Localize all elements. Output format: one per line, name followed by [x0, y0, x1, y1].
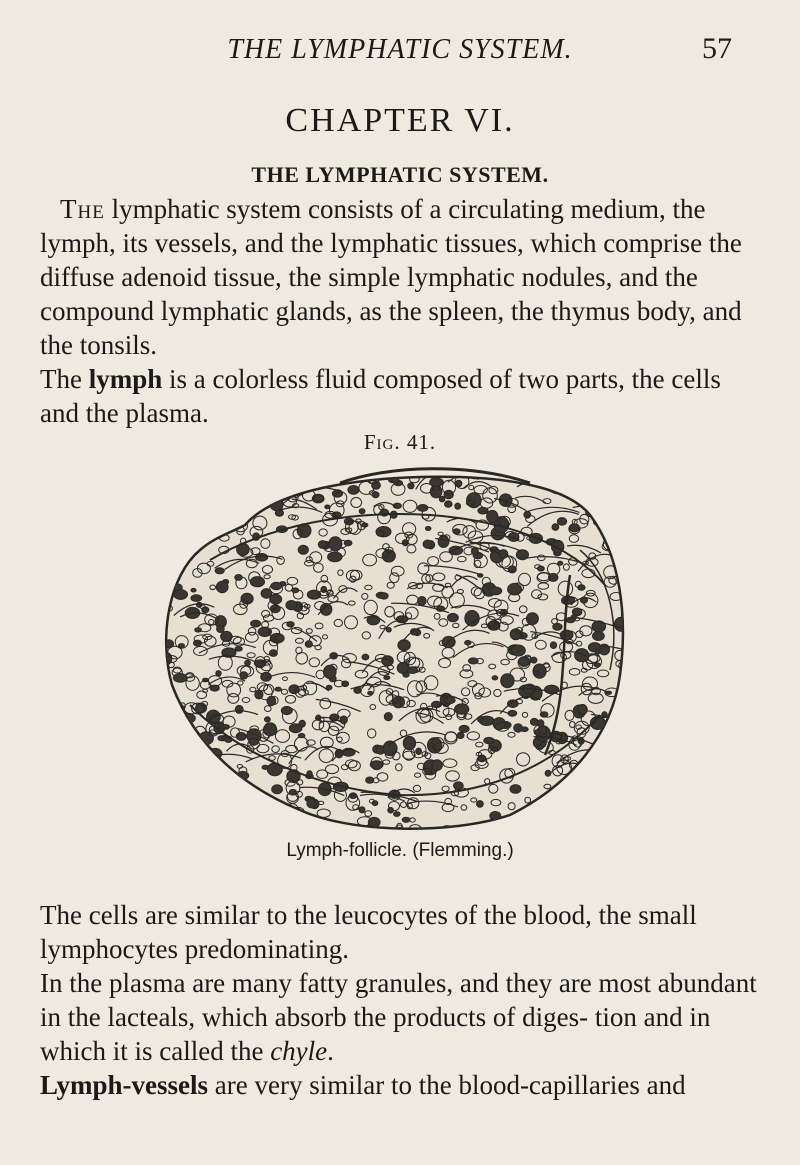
- page-number: 57: [702, 32, 732, 65]
- lymph-follicle-illustration: [150, 455, 640, 835]
- paragraph-lymph-text: is a colorless fluid composed of two parts, the cells and the plasma.: [40, 364, 721, 428]
- figure-label: Fig. 41.: [363, 430, 437, 454]
- paragraph-plasma-end: .: [327, 1036, 334, 1066]
- term-lymph: lymph: [88, 364, 163, 394]
- paragraph-lead-word: The: [60, 194, 105, 224]
- follicle-engraving: [150, 455, 640, 835]
- paragraph-intro-text: lymphatic system consists of a circulating medium, the lymph, its vessels, and the lymphatic tissues, which comprise the diffuse adenoid tissue, the simple lymphatic nodules, and the compound lymphatic glands, as the spleen, the thymus body, and the tonsils.: [40, 194, 742, 360]
- paragraph-plasma: [40, 966, 758, 1068]
- term-chyle: chyle: [270, 1036, 328, 1066]
- paragraph-plasma-text: In the plasma are many fatty granules, and they are most abundant in the lacteals, which absorb the products of diges- tion and in which it is called the: [40, 968, 757, 1066]
- running-title: THE LYMPHATIC SYSTEM.: [227, 34, 573, 65]
- section-title: THE LYMPHATIC SYSTEM.: [251, 162, 549, 187]
- figure-caption: Lymph-follicle. (Flemming.): [286, 840, 514, 861]
- paragraph-lymph-vessels: [40, 1068, 758, 1102]
- paragraph-lymph-pre: The: [40, 364, 89, 394]
- paragraph-cells: The cells are similar to the leucocytes of the blood, the small lymphocytes predominating.: [40, 900, 697, 964]
- paragraph-lymph-vessels-text: are very similar to the blood-capillaries and: [208, 1070, 686, 1100]
- paragraph-intro: [40, 192, 758, 362]
- paragraph-lymph: [40, 362, 758, 430]
- term-lymph-vessels: Lymph-vessels: [40, 1070, 209, 1100]
- running-head: [0, 30, 800, 70]
- chapter-heading: CHAPTER VI.: [285, 102, 515, 139]
